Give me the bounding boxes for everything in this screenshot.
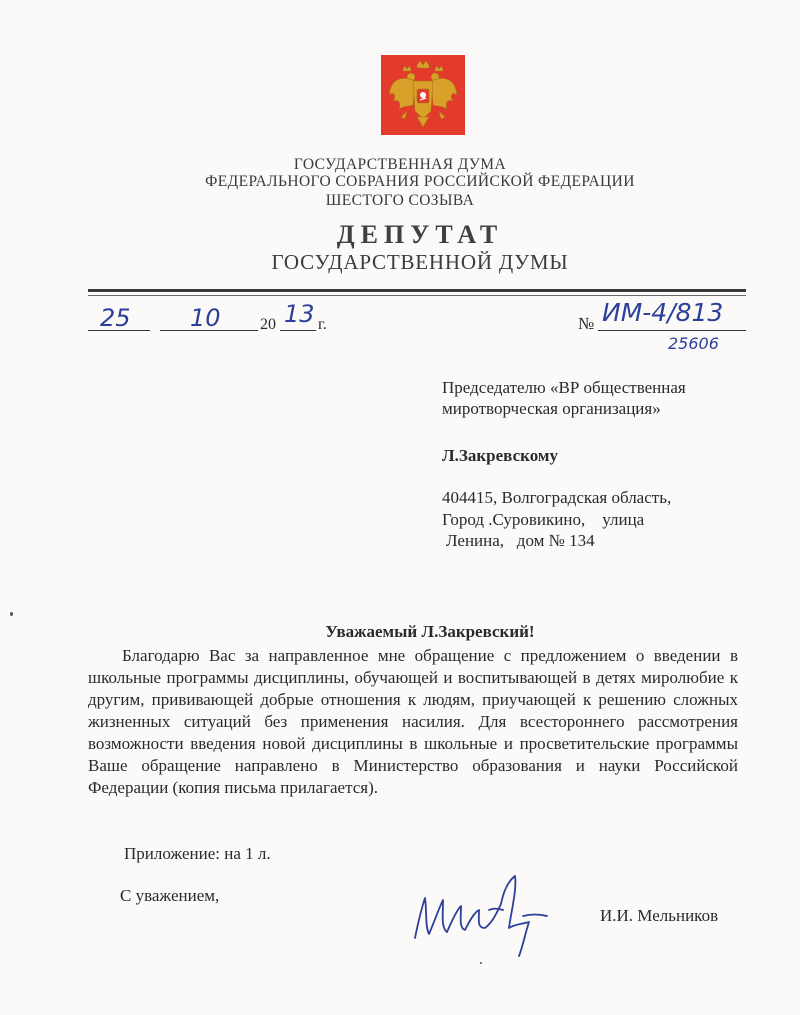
addressee-title-1: Председателю «ВР общественная [442, 378, 686, 397]
number-sign: № [578, 314, 595, 333]
header-subtitle: ГОСУДАРСТВЕННОЙ ДУМЫ [271, 250, 569, 274]
scan-speck [480, 962, 482, 964]
registration-number: 25606 [668, 334, 719, 353]
greeting: Уважаемый Л.Закревский! [325, 622, 535, 641]
header-line-2: ФЕДЕРАЛЬНОГО СОБРАНИЯ РОССИЙСКОЙ ФЕДЕРАЦИИ [205, 173, 635, 190]
appendix-note: Приложение: на 1 л. [124, 844, 271, 863]
signer-name: И.И. Мельников [600, 906, 719, 925]
date-day: 25 [100, 304, 131, 332]
letter-body: Благодарю Вас за направленное мне обращение с предложением о введении в школьные программы дисциплины, обучающей и воспитывающей в детях миролюбие к другим, прививающей добрые отношения к людям, приучающей к решению сложных жизненных ситуаций без применения насилия. Для всестороннего рассмотрения возможности введения новой дисциплины в школьные и просветительские программы Ваше обращение направлено в Министерство образования и науки Российской Федерации (копия письма прилагается). [88, 646, 738, 797]
date-year-suffix: 13 [284, 300, 315, 328]
scan-speck [10, 612, 13, 616]
header-line-3: ШЕСТОГО СОЗЫВА [325, 192, 475, 209]
addressee-title-2: миротворческая организация» [442, 399, 661, 418]
outgoing-number: ИМ-4/813 [602, 298, 724, 327]
number-underline [598, 330, 746, 331]
handwritten-signature [405, 868, 565, 958]
date-year-underline [280, 330, 316, 331]
closing-phrase: С уважением, [120, 886, 220, 905]
header-divider-thick [88, 289, 746, 292]
addressee-name: Л.Закревскому [442, 446, 558, 465]
header-title: ДЕПУТАТ [336, 220, 504, 249]
coat-of-arms-icon [381, 55, 465, 135]
date-year-mark: г. [318, 316, 327, 333]
addressee-address-1: 404415, Волгоградская область, [442, 488, 672, 507]
addressee-address-3: Ленина, дом № 134 [446, 531, 595, 550]
addressee-address-2: Город .Суровикино, улица [442, 510, 645, 529]
header-divider-thin [88, 295, 746, 296]
date-month: 10 [190, 304, 221, 332]
header-line-1: ГОСУДАРСТВЕННАЯ ДУМА [293, 156, 507, 173]
date-year-prefix: 20 [260, 316, 276, 333]
